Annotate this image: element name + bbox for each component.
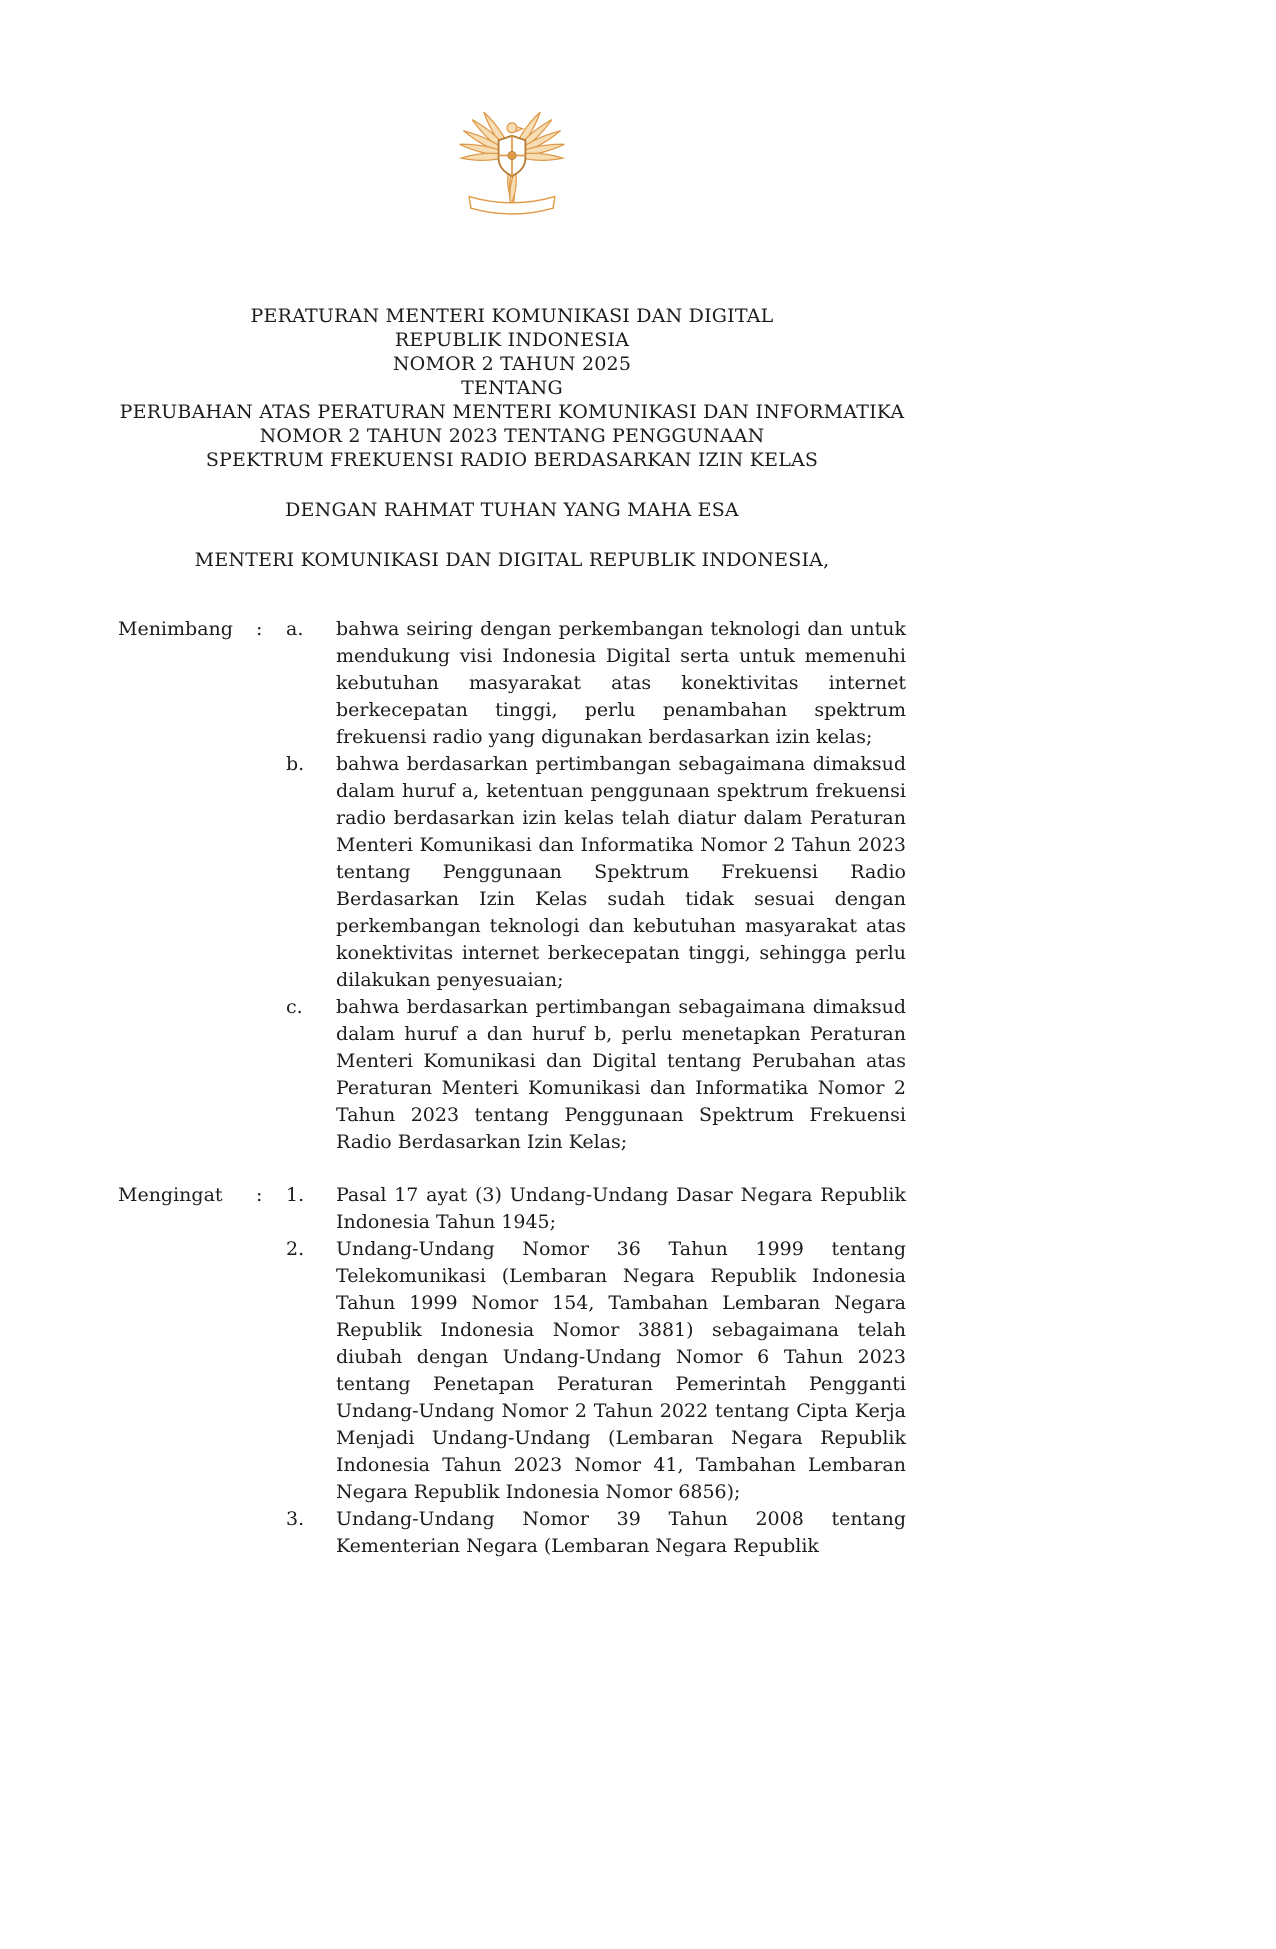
legal-basis-item-2 <box>286 1236 906 1506</box>
item-marker: 2. <box>286 1238 305 1260</box>
authority-line: MENTERI KOMUNIKASI DAN DIGITAL REPUBLIK INDONESIA, <box>194 549 830 571</box>
item-text: bahwa seiring dengan perkembangan teknologi dan untuk mendukung visi Indonesia Digital serta untuk memenuhi kebutuhan masyarakat atas konektivitas internet berkecepatan tinggi, perlu penambahan spektrum frekuensi radio yang digunakan berdasarkan izin kelas; <box>336 618 906 748</box>
document-title-block <box>118 304 906 472</box>
title-line-1: PERATURAN MENTERI KOMUNIKASI DAN DIGITAL <box>250 305 774 327</box>
item-text: bahwa berdasarkan pertimbangan sebagaimana dimaksud dalam huruf a, ketentuan penggunaan spektrum frekuensi radio berdasarkan izin kelas telah diatur dalam Peraturan Menteri Komunikasi dan Informatika Nomor 2 Tahun 2023 tentang Penggunaan Spektrum Frekuensi Radio Berdasarkan Izin Kelas sudah tidak sesuai dengan perkembangan teknologi dan kebutuhan masyarakat atas konektivitas internet berkecepatan tinggi, sehingga perlu dilakukan penyesuaian; <box>336 753 906 991</box>
title-line-2: REPUBLIK INDONESIA <box>394 329 630 351</box>
section-label: Mengingat <box>118 1184 223 1206</box>
item-marker: b. <box>286 753 305 775</box>
emblem-shield <box>499 136 526 176</box>
legal-basis-item-3 <box>286 1506 906 1560</box>
section-menimbang <box>118 616 906 1156</box>
item-text: Undang-Undang Nomor 39 Tahun 2008 tentang Kementerian Negara (Lembaran Negara Republik <box>336 1508 906 1557</box>
consideration-item-c <box>286 994 906 1156</box>
section-items <box>286 1182 906 1560</box>
section-label: Menimbang <box>118 618 233 640</box>
section-mengingat <box>118 1182 906 1560</box>
section-colon: : <box>256 1184 263 1206</box>
title-line-3: NOMOR 2 TAHUN 2025 <box>392 353 632 375</box>
item-marker: 3. <box>286 1508 305 1530</box>
legal-basis-item-1 <box>286 1182 906 1236</box>
section-colon: : <box>256 618 263 640</box>
item-marker: c. <box>286 996 303 1018</box>
title-line-5: PERUBAHAN ATAS PERATURAN MENTERI KOMUNIKASI DAN INFORMATIKA <box>119 401 905 423</box>
invocation-line: DENGAN RAHMAT TUHAN YANG MAHA ESA <box>285 499 739 521</box>
consideration-item-a <box>286 616 906 751</box>
title-line-7: SPEKTRUM FREKUENSI RADIO BERDASARKAN IZIN KELAS <box>205 449 819 471</box>
item-text: bahwa berdasarkan pertimbangan sebagaimana dimaksud dalam huruf a dan huruf b, perlu menetapkan Peraturan Menteri Komunikasi dan Digital tentang Perubahan atas Peraturan Menteri Komunikasi dan Informatika Nomor 2 Tahun 2023 tentang Penggunaan Spektrum Frekuensi Radio Berdasarkan Izin Kelas; <box>336 996 906 1153</box>
section-items <box>286 616 906 1156</box>
item-text: Undang-Undang Nomor 36 Tahun 1999 tentang Telekomunikasi (Lembaran Negara Republik Indonesia Tahun 1999 Nomor 154, Tambahan Lembaran Negara Republik Indonesia Nomor 3881) sebagaimana telah diubah dengan Undang-Undang Nomor 6 Tahun 2023 tentang Penetapan Peraturan Pemerintah Pengganti Undang-Undang Nomor 2 Tahun 2022 tentang Cipta Kerja Menjadi Undang-Undang (Lembaran Negara Republik Indonesia Tahun 2023 Nomor 41, Tambahan Lembaran Negara Republik Indonesia Nomor 6856); <box>336 1238 906 1503</box>
item-marker: a. <box>286 618 304 640</box>
consideration-item-b <box>286 751 906 994</box>
item-marker: 1. <box>286 1184 305 1206</box>
emblem-container <box>446 84 578 218</box>
title-line-6: NOMOR 2 TAHUN 2023 TENTANG PENGGUNAAN <box>259 425 765 447</box>
item-text: Pasal 17 ayat (3) Undang-Undang Dasar Negara Republik Indonesia Tahun 1945; <box>336 1184 906 1233</box>
title-line-4: TENTANG <box>461 377 563 399</box>
garuda-emblem-icon <box>446 84 578 218</box>
document-content <box>118 0 906 1560</box>
